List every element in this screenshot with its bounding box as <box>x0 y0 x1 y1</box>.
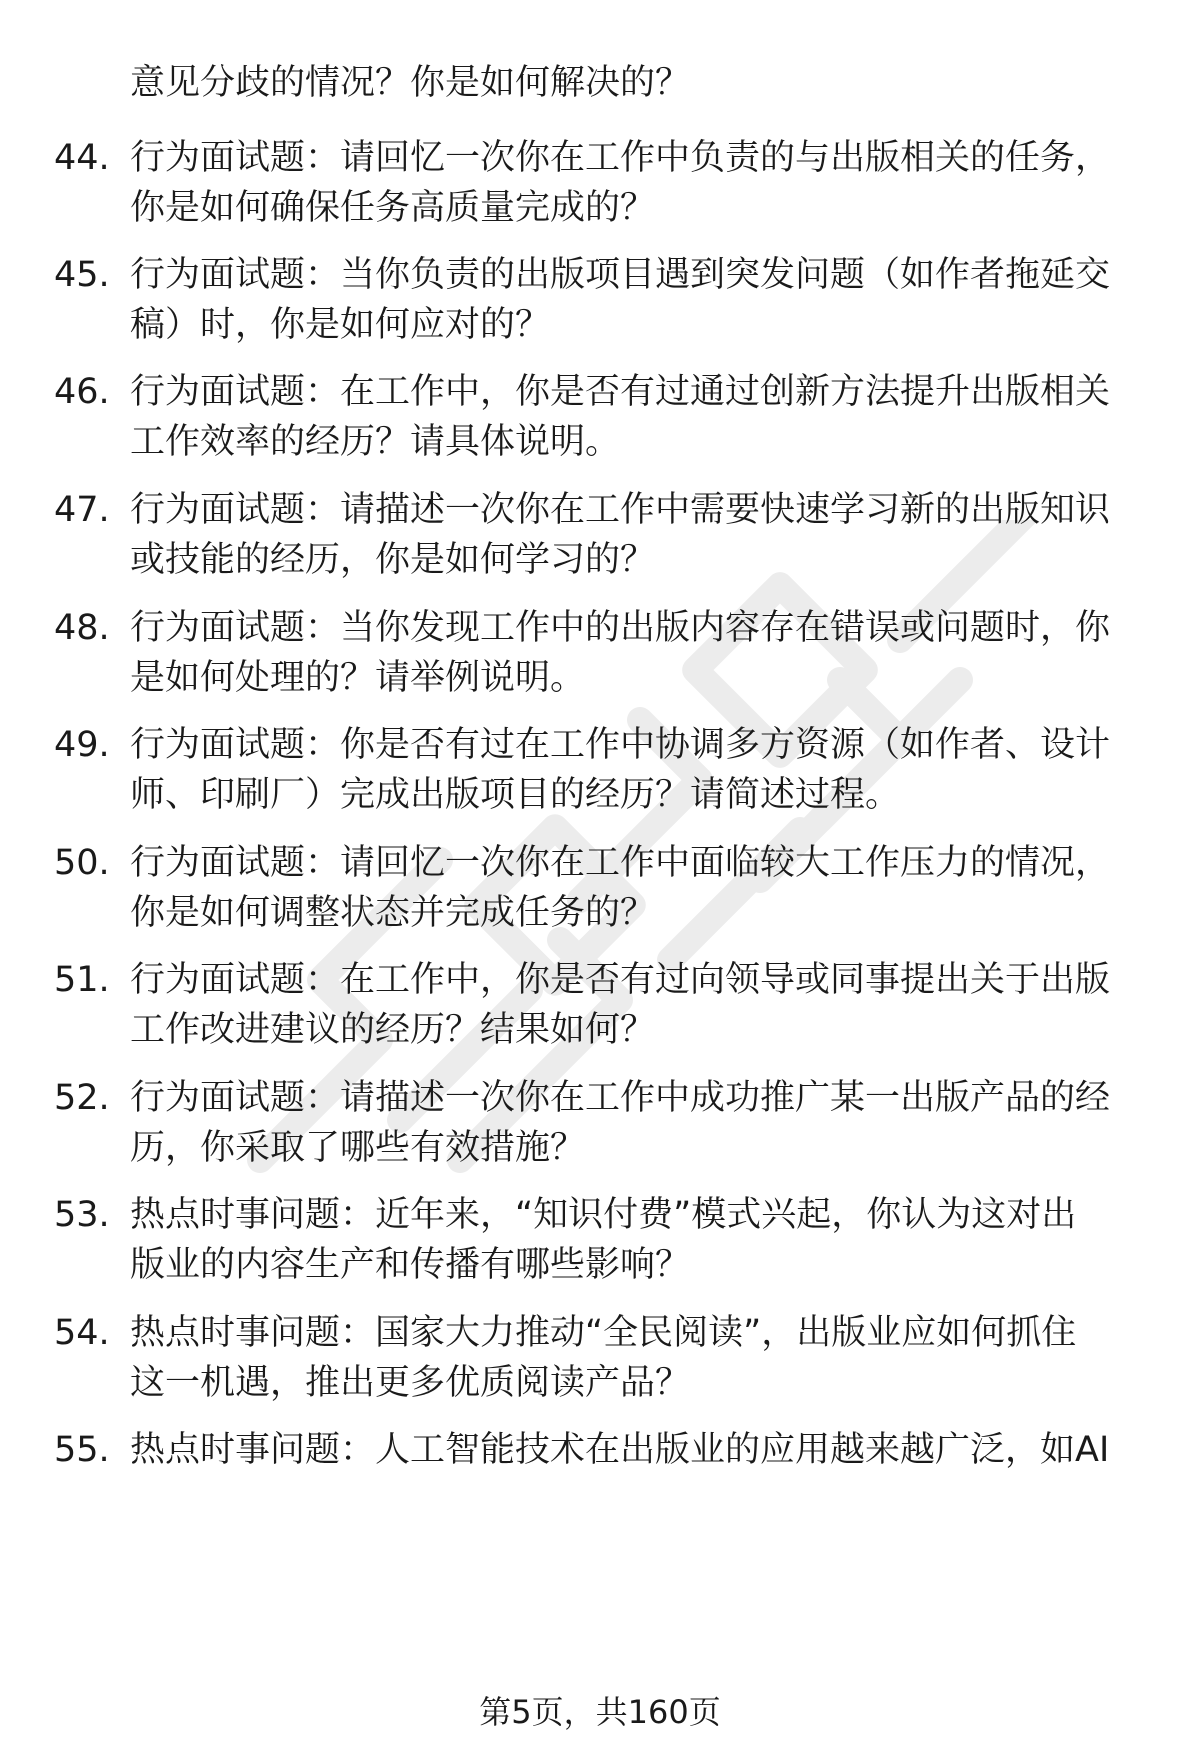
question-text-line: 行为面试题：在工作中，你是否有过通过创新方法提升出版相关 <box>130 372 1111 412</box>
question-text-line: 师、印刷厂）完成出版项目的经历？请简述过程。 <box>130 775 901 815</box>
question-number: 50. <box>54 843 110 883</box>
question-number: 51. <box>54 960 110 1000</box>
question-item <box>0 955 1200 1055</box>
question-text-line: 行为面试题：请回忆一次你在工作中面临较大工作压力的情况， <box>130 843 1111 883</box>
question-item <box>0 250 1200 350</box>
question-item <box>0 1190 1200 1290</box>
question-item <box>0 1308 1200 1408</box>
continued-question-text: 意见分歧的情况？你是如何解决的？ <box>130 63 691 103</box>
question-number: 48. <box>54 608 110 648</box>
question-number: 49. <box>54 725 110 765</box>
question-text-line: 行为面试题：请描述一次你在工作中需要快速学习新的出版知识 <box>130 490 1111 530</box>
page-footer: 第5页，共160页 <box>479 1693 721 1731</box>
question-text-line: 稿）时，你是如何应对的？ <box>130 305 551 345</box>
question-text-line: 版业的内容生产和传播有哪些影响？ <box>130 1245 691 1285</box>
question-text-line: 你是如何确保任务高质量完成的？ <box>130 188 656 228</box>
question-item <box>0 133 1200 233</box>
question-item <box>0 367 1200 467</box>
question-text-line: 热点时事问题：人工智能技术在出版业的应用越来越广泛，如AI <box>130 1430 1110 1470</box>
question-item <box>0 485 1200 585</box>
question-text-line: 行为面试题：请描述一次你在工作中成功推广某一出版产品的经 <box>130 1078 1111 1118</box>
question-text-line: 历，你采取了哪些有效措施？ <box>130 1128 586 1168</box>
question-number: 54. <box>54 1313 110 1353</box>
question-text-line: 行为面试题：当你发现工作中的出版内容存在错误或问题时，你 <box>130 608 1111 648</box>
question-number: 53. <box>54 1195 110 1235</box>
question-number: 44. <box>54 138 110 178</box>
question-item <box>0 1073 1200 1173</box>
question-text-line: 工作效率的经历？请具体说明。 <box>130 422 621 462</box>
question-number: 55. <box>54 1430 110 1470</box>
question-text-line: 这一机遇，推出更多优质阅读产品？ <box>130 1363 691 1403</box>
question-text-line: 行为面试题：请回忆一次你在工作中负责的与出版相关的任务， <box>130 138 1111 178</box>
question-text-line: 是如何处理的？请举例说明。 <box>130 658 586 698</box>
question-text-line: 行为面试题：在工作中，你是否有过向领导或同事提出关于出版 <box>130 960 1111 1000</box>
question-number: 47. <box>54 490 110 530</box>
question-item <box>0 720 1200 820</box>
question-text-line: 你是如何调整状态并完成任务的？ <box>130 893 656 933</box>
question-text-line: 行为面试题：当你负责的出版项目遇到突发问题（如作者拖延交 <box>130 255 1111 295</box>
question-number: 45. <box>54 255 110 295</box>
question-text-line: 热点时事问题：近年来，“知识付费”模式兴起，你认为这对出 <box>130 1195 1077 1235</box>
question-number: 46. <box>54 372 110 412</box>
question-number: 52. <box>54 1078 110 1118</box>
question-text-line: 工作改进建议的经历？结果如何？ <box>130 1010 656 1050</box>
question-item <box>0 603 1200 703</box>
question-text-line: 或技能的经历，你是如何学习的？ <box>130 540 656 580</box>
question-item <box>0 1425 1200 1475</box>
question-item <box>0 838 1200 938</box>
question-text-line: 热点时事问题：国家大力推动“全民阅读”，出版业应如何抓住 <box>130 1313 1077 1353</box>
question-text-line: 行为面试题：你是否有过在工作中协调多方资源（如作者、设计 <box>130 725 1111 765</box>
